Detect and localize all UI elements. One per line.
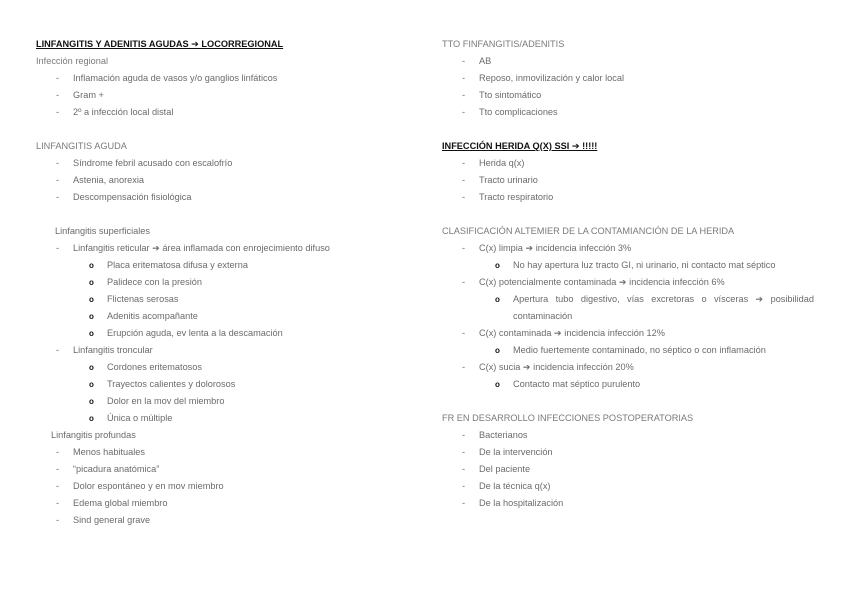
line-text: “picadura anatómica” xyxy=(73,464,160,474)
line-text: Menos habituales xyxy=(73,447,146,457)
dash-icon: - xyxy=(462,498,466,508)
line-text: De la técnica q(x) xyxy=(479,481,551,491)
dash-icon: - xyxy=(56,192,60,202)
dash-icon: - xyxy=(462,175,466,185)
line-text: Reposo, inmovilización y calor local xyxy=(479,73,625,83)
line-text: Del paciente xyxy=(479,464,531,474)
list-item xyxy=(442,325,814,342)
list-item xyxy=(442,274,814,291)
subsection-title xyxy=(36,223,408,240)
sub-list-item xyxy=(36,291,408,308)
dash-icon: - xyxy=(462,192,466,202)
line-text: Linfangitis reticular ➔ área inflamada con enrojecimiento difuso xyxy=(73,243,330,253)
line-text: C(x) sucia ➔ incidencia infección 20% xyxy=(479,362,634,372)
left-column xyxy=(36,36,408,529)
line-text: Linfangitis superficiales xyxy=(55,226,150,236)
bullet-icon: o xyxy=(495,346,500,355)
dash-icon: - xyxy=(56,498,60,508)
dash-icon: - xyxy=(462,481,466,491)
dash-icon: - xyxy=(56,464,60,474)
list-item xyxy=(36,104,408,121)
line-text: Astenia, anorexia xyxy=(73,175,144,185)
dash-icon: - xyxy=(462,158,466,168)
list-item xyxy=(36,495,408,512)
list-item xyxy=(442,240,814,257)
list-item xyxy=(442,53,814,70)
list-item xyxy=(442,155,814,172)
bullet-icon: o xyxy=(89,380,94,389)
dash-icon: - xyxy=(56,481,60,491)
line-text: LINFANGITIS Y ADENITIS AGUDAS ➔ LOCORREGIONAL xyxy=(36,39,284,49)
bullet-icon: o xyxy=(495,295,500,304)
line-text: Flictenas serosas xyxy=(107,294,179,304)
blank-line xyxy=(442,121,814,138)
line-text: Dolor en la mov del miembro xyxy=(107,396,225,406)
dash-icon: - xyxy=(462,277,466,287)
bullet-icon: o xyxy=(89,295,94,304)
line-text: Cordones eritematosos xyxy=(107,362,202,372)
bullet-icon: o xyxy=(89,329,94,338)
section-title xyxy=(442,223,814,240)
line-text: Herida q(x) xyxy=(479,158,525,168)
list-item xyxy=(36,342,408,359)
line-text: 2º a infección local distal xyxy=(73,107,174,117)
line-text: De la hospitalización xyxy=(479,498,564,508)
list-item xyxy=(442,478,814,495)
section-title xyxy=(36,53,408,70)
section-title xyxy=(442,36,814,53)
dash-icon: - xyxy=(56,90,60,100)
list-item xyxy=(442,189,814,206)
bullet-icon: o xyxy=(495,261,500,270)
bullet-icon: o xyxy=(89,278,94,287)
line-text: Tracto urinario xyxy=(479,175,538,185)
sub-list-item xyxy=(442,342,814,359)
line-text: Medio fuertemente contaminado, no séptico o con inflamación xyxy=(513,345,766,355)
line-text: FR EN DESARROLLO INFECCIONES POSTOPERATORIAS xyxy=(442,413,694,423)
list-item xyxy=(442,359,814,376)
bullet-icon: o xyxy=(89,312,94,321)
sub-list-item xyxy=(36,325,408,342)
bullet-icon: o xyxy=(89,261,94,270)
line-text: Gram + xyxy=(73,90,104,100)
sub-list-item xyxy=(442,257,814,274)
line-text: Síndrome febril acusado con escalofrío xyxy=(73,158,233,168)
section-heading xyxy=(36,36,408,53)
line-text: Bacterianos xyxy=(479,430,528,440)
dash-icon: - xyxy=(56,345,60,355)
list-item xyxy=(36,240,408,257)
dash-icon: - xyxy=(56,73,60,83)
list-item xyxy=(442,70,814,87)
line-text: Linfangitis profundas xyxy=(51,430,136,440)
list-item xyxy=(442,495,814,512)
dash-icon: - xyxy=(462,328,466,338)
line-text: C(x) potencialmente contaminada ➔ incidencia infección 6% xyxy=(479,277,725,287)
sub-list-item xyxy=(36,359,408,376)
dash-icon: - xyxy=(462,447,466,457)
blank-line xyxy=(442,393,814,410)
sub-list-item xyxy=(36,274,408,291)
list-item xyxy=(36,155,408,172)
list-item xyxy=(36,70,408,87)
line-text: De la intervención xyxy=(479,447,553,457)
sub-list-item xyxy=(36,410,408,427)
bullet-icon: o xyxy=(89,397,94,406)
dash-icon: - xyxy=(462,464,466,474)
list-item xyxy=(442,87,814,104)
section-title xyxy=(36,138,408,155)
line-text: Única o múltiple xyxy=(107,413,173,423)
sub-list-item xyxy=(36,257,408,274)
list-item xyxy=(442,104,814,121)
line-text: Edema global miembro xyxy=(73,498,168,508)
list-item xyxy=(442,172,814,189)
blank-line xyxy=(442,206,814,223)
dash-icon: - xyxy=(462,243,466,253)
line-text: CLASIFICACIÓN ALTEMIER DE LA CONTAMIANCIÓN DE LA HERIDA xyxy=(442,226,735,236)
bullet-icon: o xyxy=(495,380,500,389)
subsection-title xyxy=(36,427,408,444)
line-text: INFECCIÓN HERIDA Q(X) SSI ➔ !!!!! xyxy=(442,141,598,151)
sub-list-item xyxy=(442,376,814,393)
blank-line xyxy=(36,121,408,138)
blank-line xyxy=(36,206,408,223)
dash-icon: - xyxy=(56,243,60,253)
dash-icon: - xyxy=(462,107,466,117)
line-text: No hay apertura luz tracto GI, ni urinario, ni contacto mat séptico xyxy=(513,260,776,270)
line-text: Palidece con la presión xyxy=(107,277,202,287)
line-text: Inflamación aguda de vasos y/o ganglios linfáticos xyxy=(73,73,278,83)
right-column xyxy=(442,36,814,512)
line-text: Linfangitis troncular xyxy=(73,345,153,355)
line-text: C(x) contaminada ➔ incidencia infección 12% xyxy=(479,328,665,338)
line-text: Tto complicaciones xyxy=(479,107,558,117)
bullet-icon: o xyxy=(89,363,94,372)
line-text: LINFANGITIS AGUDA xyxy=(36,141,127,151)
list-item xyxy=(36,189,408,206)
line-text: C(x) limpia ➔ incidencia infección 3% xyxy=(479,243,632,253)
list-item xyxy=(36,478,408,495)
list-item xyxy=(442,444,814,461)
dash-icon: - xyxy=(462,362,466,372)
sub-list-item xyxy=(442,291,814,325)
bullet-icon: o xyxy=(89,414,94,423)
section-title xyxy=(442,410,814,427)
line-text: Erupción aguda, ev lenta a la descamación xyxy=(107,328,283,338)
line-text: TTO FINFANGITIS/ADENITIS xyxy=(442,39,565,49)
dash-icon: - xyxy=(462,430,466,440)
list-item xyxy=(36,512,408,529)
sub-list-item xyxy=(36,376,408,393)
sub-list-item xyxy=(36,308,408,325)
line-text: Dolor espontáneo y en mov miembro xyxy=(73,481,224,491)
dash-icon: - xyxy=(462,56,466,66)
list-item xyxy=(442,427,814,444)
line-text: Trayectos calientes y dolorosos xyxy=(107,379,236,389)
sub-list-item xyxy=(36,393,408,410)
dash-icon: - xyxy=(56,107,60,117)
line-text: Sind general grave xyxy=(73,515,151,525)
list-item xyxy=(36,87,408,104)
line-text: Infección regional xyxy=(36,56,109,66)
dash-icon: - xyxy=(56,515,60,525)
line-text: Tracto respiratorio xyxy=(479,192,554,202)
line-text: Descompensación fisiológica xyxy=(73,192,192,202)
list-item xyxy=(442,461,814,478)
line-text: Contacto mat séptico purulento xyxy=(513,379,641,389)
list-item xyxy=(36,172,408,189)
dash-icon: - xyxy=(56,158,60,168)
list-item xyxy=(36,444,408,461)
dash-icon: - xyxy=(56,175,60,185)
dash-icon: - xyxy=(462,90,466,100)
list-item xyxy=(36,461,408,478)
line-text: Adenitis acompañante xyxy=(107,311,198,321)
line-text: Apertura tubo digestivo, vías excretoras o vísceras ➔ posibilidad contaminación xyxy=(513,294,814,321)
section-heading xyxy=(442,138,814,155)
line-text: Tto sintomático xyxy=(479,90,542,100)
dash-icon: - xyxy=(56,447,60,457)
line-text: AB xyxy=(479,56,492,66)
line-text: Placa eritematosa difusa y externa xyxy=(107,260,248,270)
dash-icon: - xyxy=(462,73,466,83)
